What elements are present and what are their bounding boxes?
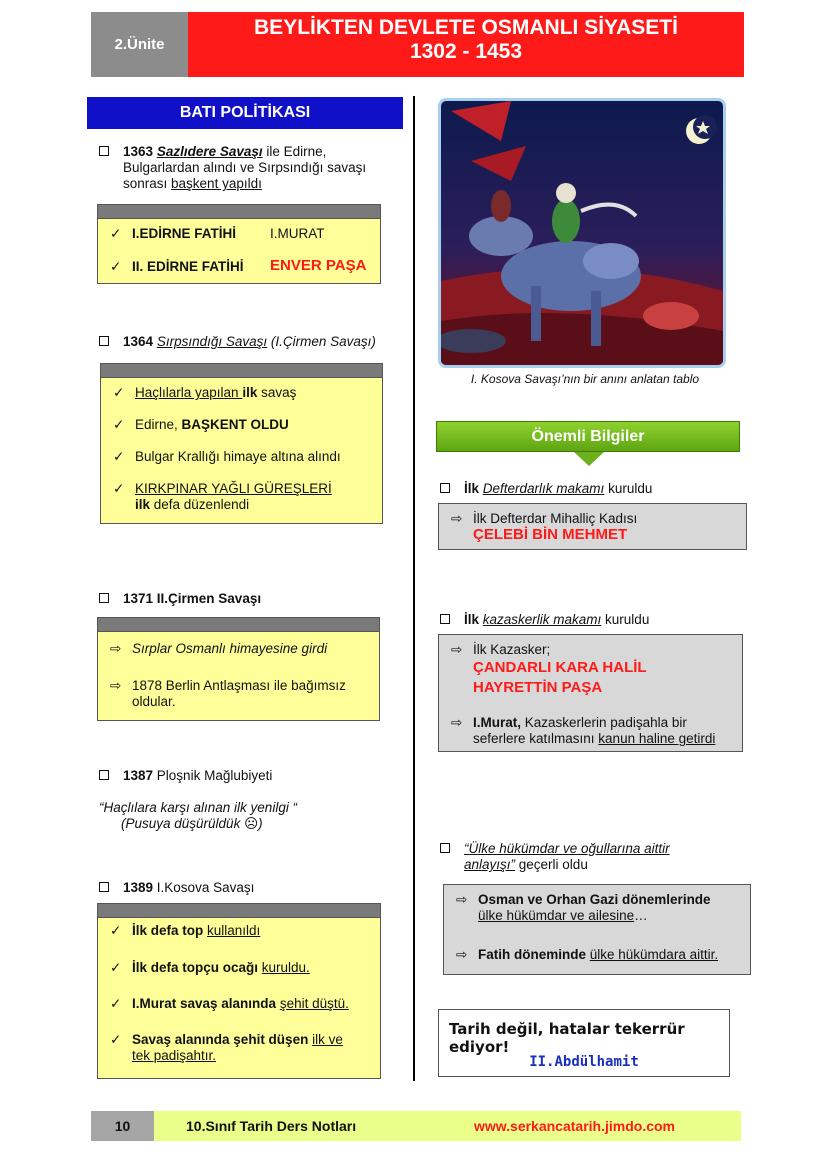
text: ilk bbox=[242, 385, 258, 400]
text: anlayışı” bbox=[464, 857, 516, 872]
quote-text: (Pusuya düşürüldük ☹) bbox=[121, 816, 263, 831]
check-icon: ✓ bbox=[110, 259, 122, 274]
event-1387 bbox=[99, 768, 399, 784]
painting-image bbox=[441, 101, 723, 365]
text: I.Murat savaş alanında bbox=[132, 996, 280, 1011]
list-item bbox=[456, 947, 742, 963]
year: 1389 bbox=[123, 880, 154, 895]
list-item bbox=[110, 259, 372, 275]
check-icon: ✓ bbox=[113, 481, 125, 496]
text: Sırplar Osmanlı himayesine girdi bbox=[132, 641, 328, 656]
arrow-icon: ⇨ bbox=[456, 947, 468, 962]
text: Fatih döneminde bbox=[478, 947, 590, 962]
check-icon: ✓ bbox=[110, 1032, 122, 1047]
text: seferlere katılmasını bbox=[473, 731, 599, 746]
text: kazaskerlik makamı bbox=[482, 612, 602, 627]
bullet-box-icon bbox=[99, 770, 109, 780]
info-kazasker bbox=[440, 612, 740, 628]
box-header-bar bbox=[98, 205, 380, 219]
text: İlk defa topçu ocağı bbox=[132, 960, 262, 975]
highlight-text: ÇELEBİ BİN MEHMET bbox=[473, 526, 628, 543]
quote-box bbox=[438, 1009, 730, 1077]
list-item bbox=[110, 678, 371, 710]
text: Bulgar Krallığı himaye altına alındı bbox=[135, 449, 341, 464]
text: İlk bbox=[464, 612, 483, 627]
page-number: 10 bbox=[91, 1111, 154, 1141]
text: defa düzenlendi bbox=[150, 497, 250, 512]
list-item bbox=[110, 226, 372, 242]
list-item bbox=[456, 892, 742, 924]
highlight-text: ÇANDARLI KARA HALİL bbox=[473, 659, 647, 676]
page-title bbox=[188, 12, 744, 77]
event-1363 bbox=[99, 144, 399, 192]
text: İlk Defterdar Mihalliç Kadısı bbox=[473, 511, 638, 526]
column-divider bbox=[413, 96, 415, 1081]
box-header-bar bbox=[98, 618, 379, 632]
check-icon: ✓ bbox=[110, 226, 122, 241]
arrow-icon: ⇨ bbox=[451, 511, 463, 526]
banner-arrow-icon bbox=[574, 452, 604, 466]
label: I.EDİRNE FATİHİ bbox=[132, 226, 237, 241]
bullet-box-icon bbox=[440, 483, 450, 493]
event-title: 1371 II.Çirmen Savaşı bbox=[123, 591, 262, 606]
text: oldular. bbox=[132, 694, 176, 709]
footer-bar bbox=[154, 1111, 741, 1141]
title-line2: 1302 - 1453 bbox=[409, 40, 523, 63]
check-icon: ✓ bbox=[110, 996, 122, 1011]
info-defterdar bbox=[440, 481, 740, 497]
event-1364 bbox=[99, 334, 399, 350]
painting-caption: I. Kosova Savaşı’nın bir anını anlatan tablo bbox=[470, 372, 700, 386]
text: kanun haline getirdi bbox=[598, 731, 716, 746]
year: 1387 bbox=[123, 768, 154, 783]
list-item bbox=[113, 385, 374, 401]
highlight-text: HAYRETTİN PAŞA bbox=[473, 679, 603, 696]
list-item bbox=[451, 642, 734, 698]
text: ülke hükümdara aittir. bbox=[589, 947, 719, 962]
list-item bbox=[110, 960, 372, 976]
battle-painting bbox=[438, 98, 726, 368]
event-1389 bbox=[99, 880, 399, 896]
text: kuruldu bbox=[604, 481, 653, 496]
year: 1364 bbox=[123, 334, 154, 349]
check-icon: ✓ bbox=[110, 923, 122, 938]
bullet-box-icon bbox=[99, 882, 109, 892]
list-item bbox=[113, 417, 374, 433]
text: BAŞKENT OLDU bbox=[181, 417, 289, 432]
quote-1387 bbox=[99, 800, 297, 832]
ulke-box bbox=[443, 884, 751, 975]
text: Bulgarlardan alındı ve Sırpsındığı savaşı bbox=[123, 160, 367, 175]
box-1364 bbox=[100, 363, 383, 524]
list-item bbox=[110, 923, 372, 939]
list-item bbox=[113, 449, 374, 465]
text: kuruldu bbox=[601, 612, 650, 627]
unit-label: 2.Ünite bbox=[91, 12, 188, 77]
battle-name: Sırpsındığı Savaşı bbox=[156, 334, 268, 349]
section-title: BATI POLİTİKASI bbox=[87, 97, 403, 129]
text: Savaş alanında şehit düşen bbox=[132, 1032, 313, 1047]
bullet-box-icon bbox=[99, 593, 109, 603]
value: ENVER PAŞA bbox=[270, 257, 367, 274]
text: Defterdarlık makamı bbox=[482, 481, 605, 496]
check-icon: ✓ bbox=[113, 417, 125, 432]
text: I.Murat, bbox=[473, 715, 522, 730]
text: geçerli oldu bbox=[515, 857, 588, 872]
box-header-bar bbox=[101, 364, 382, 378]
box-1389 bbox=[97, 903, 381, 1079]
text: “Ülke hükümdar ve oğullarına aittir bbox=[464, 841, 670, 856]
defterdar-box bbox=[438, 503, 747, 550]
text: İlk Kazasker; bbox=[473, 642, 551, 657]
check-icon: ✓ bbox=[113, 449, 125, 464]
text: … bbox=[634, 908, 648, 923]
value: I.MURAT bbox=[270, 226, 325, 241]
edirne-box bbox=[97, 204, 381, 284]
event-title: I.Kosova Savaşı bbox=[153, 880, 255, 895]
text: savaş bbox=[257, 385, 297, 400]
event-1371 bbox=[99, 591, 399, 607]
text: İlk bbox=[464, 481, 483, 496]
arrow-icon: ⇨ bbox=[451, 642, 463, 657]
text: Edirne, bbox=[135, 417, 182, 432]
bullet-box-icon bbox=[99, 336, 109, 346]
list-item bbox=[110, 1032, 372, 1064]
list-item bbox=[113, 481, 374, 513]
label: II. EDİRNE FATİHİ bbox=[132, 259, 244, 274]
text: 1878 Berlin Antlaşması ile bağımsız bbox=[132, 678, 346, 693]
quote-text: “Haçlılara karşı alınan ilk yenilgi “ bbox=[99, 800, 298, 815]
check-icon: ✓ bbox=[110, 960, 122, 975]
box-header-bar bbox=[98, 904, 380, 918]
bullet-box-icon bbox=[440, 843, 450, 853]
text: KIRKPINAR YAĞLI GÜREŞLERİ bbox=[135, 481, 332, 496]
text: Haçlılarla yapılan bbox=[135, 385, 243, 400]
arrow-icon: ⇨ bbox=[456, 892, 468, 907]
text: tek padişahtır. bbox=[132, 1048, 217, 1063]
kazasker-box bbox=[438, 634, 743, 752]
footer-title: 10.Sınıf Tarih Ders Notları bbox=[186, 1118, 357, 1134]
bullet-box-icon bbox=[440, 614, 450, 624]
list-item bbox=[451, 511, 738, 543]
text: kuruldu. bbox=[261, 960, 310, 975]
text: ilk ve bbox=[312, 1032, 343, 1047]
arrow-icon: ⇨ bbox=[110, 678, 122, 693]
info-ulke bbox=[440, 841, 740, 873]
list-item bbox=[110, 996, 372, 1012]
text: Kazaskerlerin padişahla bir bbox=[521, 715, 687, 730]
text: kullanıldı bbox=[207, 923, 261, 938]
year: 1363 bbox=[123, 144, 154, 159]
check-icon: ✓ bbox=[113, 385, 125, 400]
quote-text: Tarih değil, hatalar tekerrür ediyor! bbox=[449, 1020, 685, 1056]
event-title: Ploşnik Mağlubiyeti bbox=[153, 768, 273, 783]
quote-author: II.Abdülhamit bbox=[529, 1054, 639, 1070]
box-1371 bbox=[97, 617, 380, 721]
text: (I.Çirmen Savaşı) bbox=[267, 334, 376, 349]
list-item bbox=[451, 715, 734, 747]
text: sonrası bbox=[123, 176, 172, 191]
text: başkent yapıldı bbox=[171, 176, 262, 191]
text: Osman ve Orhan Gazi dönemlerinde bbox=[478, 892, 711, 907]
footer-website-link[interactable]: www.serkancatarih.jimdo.com bbox=[474, 1118, 675, 1134]
text: ilk bbox=[135, 497, 151, 512]
text: şehit düştü. bbox=[279, 996, 349, 1011]
arrow-icon: ⇨ bbox=[110, 641, 122, 656]
text: İlk defa top bbox=[132, 923, 208, 938]
text: ülke hükümdar ve ailesine bbox=[478, 908, 635, 923]
important-info-banner: Önemli Bilgiler bbox=[436, 421, 740, 452]
battle-name: Sazlıdere Savaşı bbox=[156, 144, 263, 159]
title-line1: BEYLİKTEN DEVLETE OSMANLI SİYASETİ bbox=[254, 16, 678, 39]
text: ile Edirne, bbox=[262, 144, 327, 159]
bullet-box-icon bbox=[99, 146, 109, 156]
list-item bbox=[110, 641, 371, 657]
arrow-icon: ⇨ bbox=[451, 715, 463, 730]
